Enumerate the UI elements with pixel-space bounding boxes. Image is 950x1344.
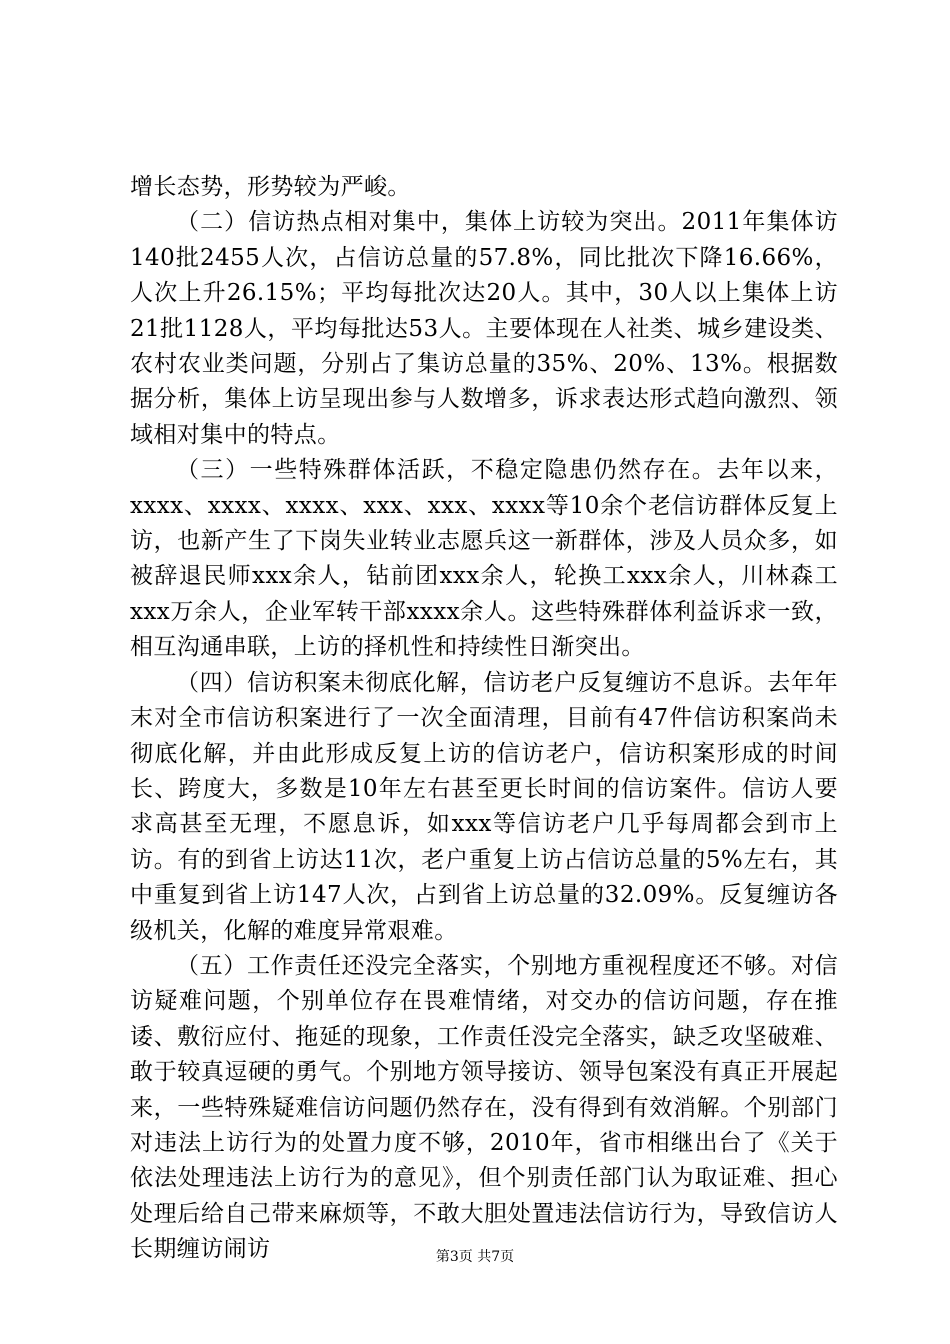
paragraph-section-2: （二）信访热点相对集中，集体上访较为突出。2011年集体访140批2455人次，占信访总量的57.8%，同比批次下降16.66%，人次上升26.15%；平均每批次达20人。其中，30人以上集体上访21批1128人，平均每批达53人。主要体现在人社类、城乡建设类、农村农业类问题，分别占了集访总量的35%、20%、13%。根据数据分析，集体上访呈现出参与人数增多，诉求表达形式趋向激烈、领域相对集中的特点。 [130, 209, 838, 448]
page-footer: 第3页 共7页 [435, 1249, 515, 1265]
paragraph-section-5: （五）工作责任还没完全落实，个别地方重视程度还不够。对信访疑难问题，个别单位存在畏难情绪，对交办的信访问题，存在推诿、敷衍应付、拖延的现象，工作责任没完全落实，缺乏攻坚破难、敢于较真逗硬的勇气。个别地方领导接访、领导包案没有真正开展起来，一些特殊疑难信访问题仍然存在，没有得到有效消解。个别部门对违法上访行为的处置力度不够，2010年，省市相继出台了《关于依法处理违法上访行为的意见》，但个别责任部门认为取证难、担心处理后给自己带来麻烦等，不敢大胆处置违法信访行为，导致信访人长期缠访闹访 [130, 952, 838, 1263]
paragraph-section-3: （三）一些特殊群体活跃，不稳定隐患仍然存在。去年以来，xxxx、xxxx、xxxx、xxx、xxx、xxxx等10余个老信访群体反复上访，也新产生了下岗失业转业志愿兵这一新群体，涉及人员众多，如被辞退民师xxx余人，钻前团xxx余人，轮换工xxx余人，川林森工xxx万余人，企业军转干部xxxx余人。这些特殊群体利益诉求一致，相互沟通串联，上访的择机性和持续性日渐突出。 [130, 457, 838, 661]
paragraph-section-4: （四）信访积案未彻底化解，信访老户反复缠访不息诉。去年年末对全市信访积案进行了一次全面清理，目前有47件信访积案尚未彻底化解，并由此形成反复上访的信访老户，信访积案形成的时间长、跨度大，多数是10年左右甚至更长时间的信访案件。信访人要求高甚至无理，不愿息诉，如xxx等信访老户几乎每周都会到市上访。有的到省上访达11次，老户重复上访占信访总量的5%左右，其中重复到省上访147人次，占到省上访总量的32.09%。反复缠访各级机关，化解的难度异常艰难。 [130, 669, 838, 944]
document-body [130, 170, 838, 1268]
paragraph-continuation: 增长态势，形势较为严峻。 [130, 174, 411, 200]
